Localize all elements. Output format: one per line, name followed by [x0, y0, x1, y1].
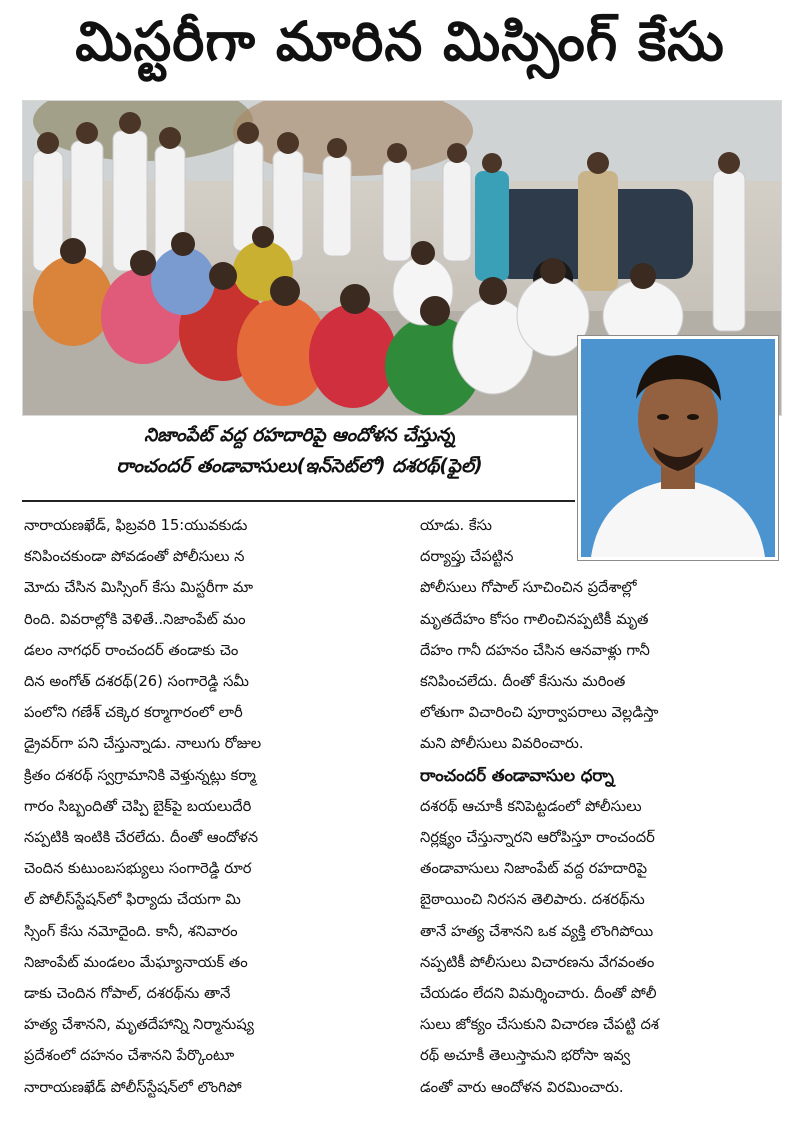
inset-portrait — [578, 336, 778, 560]
paragraph-line: మని పోలీసులు వివరించారు. — [420, 735, 584, 753]
paragraph-line: మోదు చేసిన మిస్సింగ్ కేసు మిస్టరీగా మా — [24, 579, 254, 597]
paragraph-line: మృతదేహం కోసం గాలించినప్పటికీ మృత — [420, 610, 649, 628]
paragraph-line: కనిపించలేదు. దీంతో కేసును మరింత — [420, 673, 626, 691]
paragraph-line: దశరథ్ ఆచూకీ కనిపెట్టడంలో పోలీసులు — [420, 797, 642, 815]
photo-caption — [22, 420, 577, 482]
paragraph-line: సులు జోక్యం చేసుకుని విచారణ చేపట్టి దశ — [420, 1016, 660, 1034]
paragraph-line: డలం నాగధర్ రాంచందర్ తండాకు చెం — [24, 641, 239, 659]
paragraph-line: చేయడం లేదని విమర్శించారు. దీంతో పోలీ — [420, 985, 657, 1003]
paragraph-line: నప్పటికీ పోలీసులు విచారణను వేగవంతం — [420, 953, 655, 971]
paragraph-line: డాకు చెందిన గోపాల్, దశరథ్‌ను తానే — [24, 985, 231, 1003]
paragraph-line: స్సింగ్ కేసు నమోదైంది. కానీ, శనివారం — [24, 922, 238, 940]
paragraph-line: దర్యాప్తు చేపట్టిన — [420, 548, 514, 566]
paragraph-line: కనిపించకుండా పోవడంతో పోలీసులు న — [24, 548, 245, 566]
paragraph-line: తండావాసులు నిజాంపేట్ వద్ద రహదారిపై — [420, 860, 648, 878]
paragraph-line: ల్ పోలీస్‌స్టేషన్‌లో ఫిర్యాదు చేయగా మి — [24, 891, 241, 909]
paragraph-line: రథ్ అచూకీ తెలుస్తామని భరోసా ఇవ్వ — [420, 1047, 631, 1065]
paragraph-line: నిజాంపేట్ మండలం మేఘ్యానాయక్ తం — [24, 953, 248, 971]
paragraph-line: పోలీసులు గోపాల్ సూచించిన ప్రదేశాల్లో — [420, 579, 637, 597]
paragraph-line: దిన అంగోత్ దశరథ్(26) సంగారెడ్డి సమీ — [24, 673, 249, 691]
caption-divider — [22, 500, 575, 502]
paragraph-line: ప్రదేశంలో దహనం చేశానని పేర్కొంటూ — [24, 1047, 235, 1065]
paragraph-line: లోతుగా విచారించి పూర్వాపరాలు వెల్లడిస్తా — [420, 704, 659, 722]
paragraph-line: యాడు. కేసు — [420, 517, 492, 534]
section-subheading: రాంచందర్ తండావాసుల ధర్నా — [420, 765, 614, 785]
paragraph-line: నప్పటికి ఇంటికి చేరలేదు. దీంతో ఆందోళన — [24, 829, 259, 847]
paragraph-line: రింది. వివరాల్లోకి వెళితే..నిజాంపేట్ మం — [24, 610, 246, 628]
paragraph-line: డంతో వారు ఆందోళన విరమించారు. — [420, 1078, 624, 1096]
paragraph-line: పంలోని గణేశ్ చక్కెర కర్మాగారంలో లారీ — [24, 704, 243, 722]
paragraph-line: డ్రైవర్‌గా పని చేస్తున్నాడు. నాలుగు రోజుల — [24, 735, 262, 753]
paragraph-line: తానే హత్య చేశానని ఒక వ్యక్తి లొంగిపోయి — [420, 922, 654, 940]
portrait-illustration — [581, 339, 775, 557]
paragraph-line: హత్య చేశానని, మృతదేహాన్ని నిర్మానుష్య — [24, 1016, 254, 1034]
paragraph-line: నిర్లక్ష్యం చేస్తున్నారని ఆరోపిస్తూ రాంచందర్ — [420, 829, 655, 847]
paragraph-line: బైఠాయించి నిరసన తెలిపారు. దశరథ్‌ను — [420, 891, 645, 909]
article-column-2 — [420, 510, 778, 1103]
paragraph-line: దేహం గానీ దహనం చేసిన ఆనవాళ్లు గానీ — [420, 641, 650, 659]
paragraph-line: నారాయణఖేడ్, ఫిబ్రవరి 15:యువకుడు — [24, 517, 248, 534]
paragraph-line: నారాయణఖేడ్ పోలీస్‌స్టేషన్‌లో లొంగిపో — [24, 1078, 242, 1096]
paragraph-line: చెందిన కుటుంబసభ్యులు సంగారెడ్డి రూర — [24, 860, 252, 878]
article-column-1 — [24, 510, 400, 1103]
headline: మిస్టరీగా మారిన మిస్సింగ్ కేసు — [75, 9, 725, 73]
caption-line-2: రాంచందర్ తండావాసులు(ఇన్‌సెట్‌లో) దశరథ్(ఫైల్) — [116, 456, 483, 477]
caption-line-1: నిజాంపేట్ వద్ద రహదారిపై ఆందోళన చేస్తున్న — [144, 425, 455, 446]
paragraph-line: గారం సిబ్బందితో చెప్పి బైక్‌పై బయలుదేరి — [24, 797, 252, 815]
paragraph-line: క్రితం దశరథ్ స్వగ్రామానికి వెళ్తున్నట్లు కర్మా — [24, 766, 256, 784]
